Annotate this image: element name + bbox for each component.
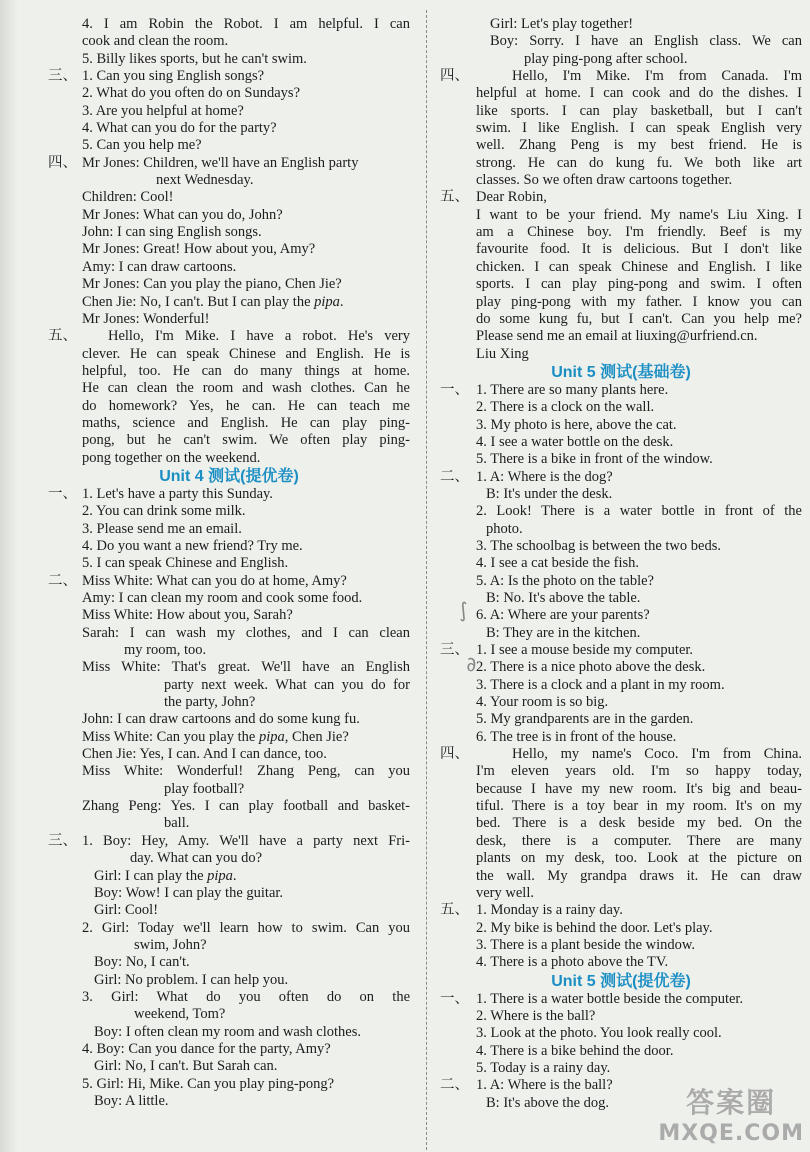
answer-line: [48, 1006, 410, 1023]
answer-text: Miss White: That's great. We'll have an English: [82, 659, 410, 676]
answer-line: [440, 1060, 802, 1077]
answer-text: 2. There is a clock on the wall.: [476, 399, 655, 416]
answer-text: weekend, Tom?: [134, 1006, 226, 1023]
answer-line: [440, 172, 802, 189]
answer-text: B: It's under the desk.: [486, 485, 613, 502]
answer-line: [48, 85, 410, 102]
section-number: 四、: [48, 154, 77, 171]
answer-line: [48, 694, 410, 711]
answer-text: helpful at home. I can cook and do the dishes. I: [476, 85, 802, 102]
answer-line: [440, 207, 802, 224]
answer-line: [48, 833, 410, 850]
answer-text: do homework? Yes, he can. He can teach me: [82, 397, 410, 414]
answer-line: [440, 833, 802, 850]
answer-line: [48, 259, 410, 276]
answer-text: 4. There is a bike behind the door.: [476, 1042, 674, 1059]
answer-text: the party, John?: [164, 694, 256, 711]
answer-line: [440, 276, 802, 293]
section-number: 一、: [440, 990, 469, 1007]
handwriting-mark: ∂: [464, 651, 478, 677]
answer-line: [440, 103, 802, 120]
answer-line: [440, 189, 802, 206]
answer-text: helpful, too. He can do many things at home.: [82, 362, 410, 379]
answer-line: [440, 68, 802, 85]
answer-text: Hello, my name's Coco. I'm from China.: [512, 746, 802, 763]
section-heading: Unit 5 测试(基础卷): [551, 363, 691, 381]
section-number: 三、: [48, 68, 77, 85]
answer-text: Please send me an email at liuxing@urfriend.cn.: [476, 328, 758, 345]
answer-text: 1. A: Where is the dog?: [476, 468, 613, 485]
answer-text: B: It's above the dog.: [486, 1094, 610, 1111]
answer-text: 2. Where is the ball?: [476, 1007, 596, 1024]
answer-text: Amy: I can draw cartoons.: [82, 258, 237, 275]
answer-line: [48, 781, 410, 798]
answer-line: [440, 573, 802, 590]
answer-text: Miss White: Wonderful! Zhang Peng, can you: [82, 763, 410, 780]
answer-line: [48, 902, 410, 919]
answer-line: [48, 538, 410, 555]
answer-text: play football?: [164, 780, 245, 797]
answer-text: Miss White: How about you, Sarah?: [82, 607, 293, 624]
answer-line: [440, 16, 802, 33]
answer-text: 2. There is a nice photo above the desk.: [476, 659, 706, 676]
answer-line: [440, 902, 802, 919]
answer-text: 3. My photo is here, above the cat.: [476, 416, 677, 433]
answer-line: [440, 311, 802, 328]
answer-line: [440, 451, 802, 468]
answer-line: [48, 573, 410, 590]
answer-line: [440, 294, 802, 311]
answer-text: Mr Jones: Can you play the piano, Chen Jie?: [82, 276, 342, 293]
section-number: 五、: [440, 902, 469, 919]
watermark-url: MXQE.COM: [658, 1121, 804, 1146]
answer-line: [440, 954, 802, 971]
answer-line: [48, 937, 410, 954]
answer-text: ball.: [164, 815, 190, 832]
answer-line: [48, 815, 410, 832]
answer-line: [440, 815, 802, 832]
answer-line: [48, 607, 410, 624]
answer-line: [48, 1093, 410, 1110]
watermark-title: 答案圈: [686, 1086, 777, 1119]
answer-text: pong together on the weekend.: [82, 449, 261, 466]
answer-line: [440, 1008, 802, 1025]
answer-text: 2. My bike is behind the door. Let's play.: [476, 919, 713, 936]
answer-text: chicken. I can speak Chinese and English. I like: [476, 258, 802, 275]
answer-line: [440, 399, 802, 416]
answer-line: [440, 642, 802, 659]
answer-text: He can clean the room and wash clothes. Can he: [82, 380, 410, 397]
answer-line: [440, 259, 802, 276]
right-column: [440, 16, 802, 1112]
answer-text: 3. Please send me an email.: [82, 520, 242, 537]
answer-text: 2. What do you often do on Sundays?: [82, 85, 301, 102]
answer-text: 2. Look! There is a water bottle in front of the: [476, 503, 802, 520]
answer-text: Boy: I often clean my room and wash clothes.: [94, 1023, 361, 1040]
answer-text: maths, science and English. He can play ping-: [82, 414, 410, 431]
answer-line: [440, 51, 802, 68]
answer-text: Girl: I can play the pipa.: [94, 867, 237, 884]
answer-text: 6. The tree is in front of the house.: [476, 728, 677, 745]
answer-line: [48, 763, 410, 780]
answer-line: [48, 746, 410, 763]
answer-line: [48, 729, 410, 746]
answer-line: [48, 711, 410, 728]
answer-line: [48, 189, 410, 206]
answer-line: [48, 1024, 410, 1041]
answer-text: Miss White: Can you play the pipa, Chen Jie?: [82, 728, 349, 745]
answer-line: [48, 450, 410, 467]
answer-text: am a Chinese boy. I'm friendly. Beef is my: [476, 224, 802, 241]
answer-line: [440, 677, 802, 694]
answer-line: [440, 241, 802, 258]
answer-text: sports. I can play ping-pong and swim. I often: [476, 276, 802, 293]
answer-line: [48, 625, 410, 642]
answer-text: Boy: No, I can't.: [94, 954, 190, 971]
answer-line: [48, 798, 410, 815]
answer-text: 5. There is a bike in front of the window.: [476, 451, 713, 468]
answer-text: 4. What can you do for the party?: [82, 120, 277, 137]
answer-text: 3. Girl: What do you often do on the: [82, 988, 410, 1005]
answer-line: [440, 850, 802, 867]
answer-text: 1. Boy: Hey, Amy. We'll have a party next Fri-: [82, 832, 410, 849]
answer-text: 1. I see a mouse beside my computer.: [476, 642, 694, 659]
answer-text: Mr Jones: Wonderful!: [82, 310, 210, 327]
answer-line: [48, 989, 410, 1006]
answer-text: B: They are in the kitchen.: [486, 624, 641, 641]
answer-text: Mr Jones: Children, we'll have an English party: [82, 154, 359, 171]
answer-line: [48, 432, 410, 449]
answer-text: 6. A: Where are your parents?: [476, 607, 650, 624]
answer-text: do some kung fu, but I can't. Can you help me?: [476, 310, 802, 327]
answer-text: Amy: I can clean my room and cook some food.: [82, 590, 363, 606]
answer-line: [48, 677, 410, 694]
answer-text: 1. Can you sing English songs?: [82, 68, 265, 85]
section-number: 五、: [48, 328, 77, 345]
answer-text: next Wednesday.: [156, 172, 254, 189]
watermark-logo: [658, 1081, 804, 1146]
left-column: [48, 16, 410, 1110]
answer-text: Sarah: I can wash my clothes, and I can clean: [82, 624, 410, 641]
answer-text: 3. There is a clock and a plant in my room.: [476, 676, 725, 693]
answer-line: [440, 937, 802, 954]
answer-text: 3. The schoolbag is between the two beds.: [476, 537, 721, 554]
answer-text: 4. There is a photo above the TV.: [476, 954, 669, 971]
answer-text: John: I can draw cartoons and do some kung fu.: [82, 711, 360, 728]
answer-line: [48, 642, 410, 659]
answer-line: [48, 885, 410, 902]
answer-text: swim. I like English. I can speak English very: [476, 120, 802, 137]
answer-line: [48, 68, 410, 85]
answer-line: [440, 224, 802, 241]
answer-line: [48, 398, 410, 415]
section-number: 四、: [440, 746, 469, 763]
answer-line: [48, 137, 410, 154]
section-number: 一、: [440, 381, 469, 398]
answer-line: [440, 538, 802, 555]
answer-line: [440, 503, 802, 520]
answer-text: 5. My grandparents are in the garden.: [476, 711, 694, 728]
answer-text: Mr Jones: What can you do, John?: [82, 206, 283, 223]
binding-gutter: [0, 0, 18, 1152]
answer-line: [48, 954, 410, 971]
answer-text: Hello, I'm Mike. I'm from Canada. I'm: [512, 68, 802, 85]
answer-line: [48, 1041, 410, 1058]
answer-line: [48, 503, 410, 520]
answer-text: favourite food. It is delicious. But I don't like: [476, 241, 802, 258]
answer-text: Girl: Cool!: [94, 902, 159, 919]
section-number: 二、: [48, 572, 77, 589]
answer-text: 5. Girl: Hi, Mike. Can you play ping-pong?: [82, 1075, 335, 1092]
answer-text: 4. I see a cat beside the fish.: [476, 555, 640, 572]
answer-text: Hello, I'm Mike. I have a robot. He's very: [108, 328, 410, 345]
answer-line: [440, 781, 802, 798]
answer-line: [48, 850, 410, 867]
answer-line: [440, 137, 802, 154]
answer-line: [440, 417, 802, 434]
answer-text: 1. A: Where is the ball?: [476, 1077, 613, 1094]
answer-text: swim, John?: [134, 936, 207, 953]
answer-text: B: No. It's above the table.: [486, 590, 641, 606]
answer-text: Dear Robin,: [476, 189, 547, 206]
answer-text: pong, but he can't swim. We often play ping-: [82, 432, 410, 449]
answer-line: [440, 328, 802, 345]
answer-text: 4. I see a water bottle on the desk.: [476, 433, 674, 450]
answer-text: 4. Your room is so big.: [476, 694, 609, 711]
section-number: 三、: [48, 832, 77, 849]
answer-text: Liu Xing: [476, 345, 529, 362]
section-number: 一、: [48, 485, 77, 502]
answer-text: I want to be your friend. My name's Liu Xing. I: [476, 206, 802, 223]
answer-line: [440, 798, 802, 815]
answer-line: [48, 241, 410, 258]
answer-text: well. Zhang Peng is my best friend. He is: [476, 137, 802, 154]
answer-line: [440, 885, 802, 902]
section-number: 四、: [440, 68, 469, 85]
answer-text: Girl: No, I can't. But Sarah can.: [94, 1058, 278, 1075]
answer-line: [440, 346, 802, 363]
answer-text: 4. Do you want a new friend? Try me.: [82, 537, 303, 554]
answer-text: 3. Are you helpful at home?: [82, 102, 244, 119]
answer-text: classes. So we often draw cartoons together.: [476, 172, 733, 189]
answer-text: 2. You can drink some milk.: [82, 503, 246, 520]
answer-text: my room, too.: [124, 642, 207, 659]
answer-line: [48, 920, 410, 937]
answer-text: tiful. There is a toy bear in my room. It's on my: [476, 798, 802, 815]
answer-text: I'm eleven years old. I'm so happy today,: [476, 763, 802, 780]
answer-text: clever. He can speak Chinese and English. He is: [82, 345, 410, 362]
answer-line: [48, 294, 410, 311]
answer-line: [48, 972, 410, 989]
answer-line: [440, 659, 802, 676]
answer-text: 5. Billy likes sports, but he can't swim.: [82, 50, 307, 67]
answer-line: [48, 328, 410, 345]
answer-line: [440, 469, 802, 486]
column-divider: [426, 10, 427, 1150]
answer-line: [440, 763, 802, 780]
section-heading: Unit 5 测试(提优卷): [551, 972, 691, 990]
answer-text: Chen Jie: No, I can't. But I can play the pipa.: [82, 293, 344, 310]
answer-text: Boy: A little.: [94, 1092, 169, 1109]
answer-line: [440, 382, 802, 399]
answer-line: [48, 224, 410, 241]
answer-text: 3. There is a plant beside the window.: [476, 936, 696, 953]
answer-line: [48, 521, 410, 538]
answer-line: [440, 1043, 802, 1060]
answer-text: 5. Can you help me?: [82, 137, 202, 154]
answer-text: Miss White: What can you do at home, Amy?: [82, 572, 347, 589]
answer-line: [440, 590, 802, 607]
answer-text: very well.: [476, 884, 534, 901]
answer-text: Girl: Let's play together!: [490, 16, 634, 32]
answer-text: play ping-pong after school.: [524, 50, 688, 67]
answer-text: 5. Today is a rainy day.: [476, 1059, 611, 1076]
answer-line: [48, 51, 410, 68]
answer-text: the wall. My grandpa draws it. He can draw: [476, 867, 802, 884]
answer-line: [440, 729, 802, 746]
answer-line: [440, 120, 802, 137]
answer-line: [48, 311, 410, 328]
answer-line: [48, 486, 410, 503]
answer-line: [440, 607, 802, 624]
answer-text: 1. There is a water bottle beside the computer.: [476, 990, 744, 1007]
answer-text: desk, there is a computer. There are many: [476, 832, 802, 849]
answer-text: like sports. I can play basketball, but I can't: [476, 102, 802, 119]
answer-text: John: I can sing English songs.: [82, 224, 262, 241]
section-number: 五、: [440, 189, 469, 206]
answer-text: day. What can you do?: [130, 850, 263, 867]
answer-line: [440, 1025, 802, 1042]
answer-line: [440, 991, 802, 1008]
answer-text: 1. Let's have a party this Sunday.: [82, 485, 273, 502]
answer-line: [48, 415, 410, 432]
answer-line: [440, 746, 802, 763]
answer-text: 1. There are so many plants here.: [476, 381, 669, 398]
answer-text: 4. I am Robin the Robot. I am helpful. I can: [82, 16, 410, 32]
answer-text: 3. Look at the photo. You look really cool.: [476, 1025, 722, 1042]
answer-line: [48, 1058, 410, 1075]
answer-line: [48, 155, 410, 172]
answer-line: [440, 711, 802, 728]
answer-line: [48, 16, 410, 33]
answer-line: [440, 521, 802, 538]
answer-line: [48, 380, 410, 397]
answer-line: [48, 346, 410, 363]
answer-text: play ping-pong with my father. I know you can: [476, 293, 802, 310]
answer-line: [48, 590, 410, 607]
answer-line: [48, 555, 410, 572]
answer-line: [48, 33, 410, 50]
answer-text: Girl: No problem. I can help you.: [94, 971, 289, 988]
answer-line: [48, 363, 410, 380]
answer-line: [440, 155, 802, 172]
answer-line: [440, 555, 802, 572]
answer-text: bed. There is a desk beside my bed. On the: [476, 815, 802, 832]
answer-text: cook and clean the room.: [82, 33, 229, 50]
answer-line: [440, 625, 802, 642]
answer-line: [440, 868, 802, 885]
answer-line: [48, 1076, 410, 1093]
section-heading: Unit 4 测试(提优卷): [159, 467, 299, 485]
section-number: 二、: [440, 468, 469, 485]
answer-text: because I have my new room. It's big and beau-: [476, 780, 802, 797]
answer-line: [48, 276, 410, 293]
answer-text: Zhang Peng: Yes. I can play football and basket-: [82, 798, 410, 815]
answer-text: Boy: Wow! I can play the guitar.: [94, 884, 284, 901]
answer-text: Boy: Sorry. I have an English class. We can: [490, 33, 802, 50]
answer-line: [440, 434, 802, 451]
answer-text: photo.: [486, 520, 523, 537]
answer-line: [48, 207, 410, 224]
answer-text: 4. Boy: Can you dance for the party, Amy?: [82, 1040, 331, 1057]
answer-text: Mr Jones: Great! How about you, Amy?: [82, 241, 316, 258]
section-number: 三、: [440, 642, 469, 659]
answer-line: [48, 103, 410, 120]
answer-line: [48, 659, 410, 676]
answer-text: 2. Girl: Today we'll learn how to swim. Can you: [82, 919, 410, 936]
handwriting-mark: ∫: [456, 597, 471, 623]
answer-line: [440, 486, 802, 503]
answer-line: [440, 85, 802, 102]
answer-text: party next week. What can you do for: [164, 676, 410, 693]
answer-line: [440, 694, 802, 711]
answer-text: plants on my desk, too. Look at the picture on: [476, 850, 802, 867]
answer-text: strong. He can do kung fu. We both like art: [476, 154, 802, 171]
answer-text: Children: Cool!: [82, 189, 174, 206]
answer-line: [48, 120, 410, 137]
answer-line: [48, 868, 410, 885]
answer-line: [48, 172, 410, 189]
answer-line: [440, 920, 802, 937]
answer-text: Chen Jie: Yes, I can. And I can dance, too.: [82, 746, 327, 763]
answer-text: 5. A: Is the photo on the table?: [476, 572, 654, 589]
answer-text: 1. Monday is a rainy day.: [476, 902, 623, 919]
answer-line: [440, 33, 802, 50]
answer-text: 5. I can speak Chinese and English.: [82, 555, 289, 572]
section-number: 二、: [440, 1077, 469, 1094]
